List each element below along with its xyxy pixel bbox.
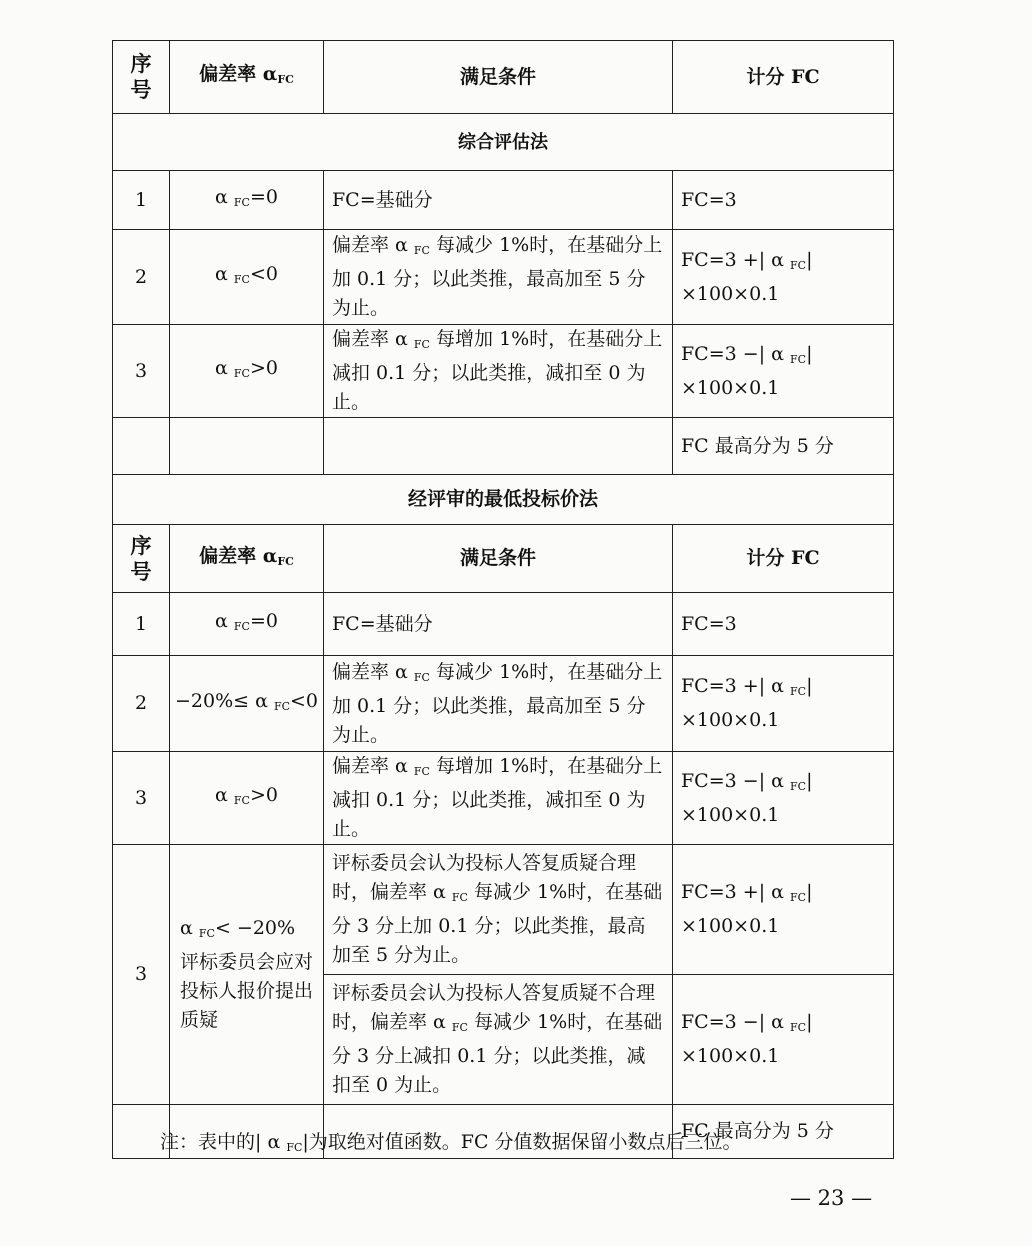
formula-sub: FC (790, 779, 807, 793)
header-rate-sub: FC (277, 73, 294, 86)
header-seq-text: 序 号 (130, 51, 152, 102)
formula-post: |×100×0.1 (681, 881, 813, 937)
rate-post: >0 (249, 784, 278, 806)
header-seq-text: 序 号 (130, 532, 152, 584)
cond-sub: FC (451, 1021, 468, 1034)
rate-pre: α (215, 784, 234, 806)
header-score: 计分 FC (673, 525, 894, 593)
formula-pre: FC=3 +| α (681, 881, 790, 903)
formula-post: |×100×0.1 (681, 1011, 813, 1067)
formula-sub: FC (790, 685, 807, 698)
row-rate (170, 325, 324, 418)
rate-post: <0 (249, 263, 278, 285)
rate-sub: FC (233, 620, 250, 633)
cond-post: 每增加 1%时，在基础分上减扣 0.1 分；以此类推，减扣至 0 为止。 (332, 755, 663, 840)
row-condition (324, 325, 673, 418)
formula-post: |×100×0.1 (681, 342, 813, 399)
row-seq: 2 (113, 656, 170, 752)
header-rate-sub: FC (277, 554, 294, 568)
row-formula (673, 752, 894, 845)
note-post: |为取绝对值函数。FC 分值数据保留小数点后三位。 (302, 1131, 742, 1153)
formula-pre: FC=3 +| α (681, 248, 790, 271)
formula-post: |×100×0.1 (681, 248, 813, 305)
rate-post: >0 (249, 357, 278, 379)
row-seq: 1 (113, 171, 170, 230)
page-number: — 23 — (790, 1186, 873, 1210)
row-rate (170, 230, 324, 325)
row-condition-reasonable (324, 845, 673, 975)
rate-sub: FC (273, 699, 291, 713)
cond-sub: FC (413, 765, 430, 778)
rate-sub: FC (233, 794, 250, 807)
cond-pre: 评标委员会认为投标人答复质疑合理时，偏差率 α (332, 852, 637, 903)
formula-sub: FC (790, 352, 807, 366)
row-formula (673, 975, 894, 1105)
cond-pre: 评标委员会认为投标人答复质疑不合理时，偏差率 α (332, 982, 656, 1033)
row-condition (324, 230, 673, 325)
cond-post: 每减少 1%时，在基础分上加 0.1 分；以此类推，最高加至 5 分为止。 (332, 660, 663, 746)
rate-pre: α (215, 186, 234, 208)
note-sub: FC (286, 1141, 303, 1154)
row-max-score: FC 最高分为 5 分 (673, 418, 894, 475)
row-condition: FC=基础分 (324, 593, 673, 656)
row-rate (170, 845, 324, 1105)
table-header-row (113, 41, 894, 114)
cond-post: 每减少 1%时，在基础分 3 分上加 0.1 分；以此类推，最高加至 5 分为止。 (332, 881, 663, 966)
row-seq: 3 (113, 752, 170, 845)
rate-sub: FC (233, 273, 250, 286)
header-seq (113, 41, 170, 114)
row-formula (673, 325, 894, 418)
row-seq-empty (113, 418, 170, 475)
row-formula: FC=3 (673, 171, 894, 230)
cond-pre: 偏差率 α (332, 234, 414, 256)
formula-post: |×100×0.1 (681, 675, 813, 731)
row-rate (170, 656, 324, 752)
formula-pre: FC=3 +| α (681, 675, 790, 697)
row-formula (673, 230, 894, 325)
table-row (113, 418, 894, 475)
row-seq: 1 (113, 593, 170, 656)
row-rate (170, 752, 324, 845)
row-condition-unreasonable (324, 975, 673, 1105)
cond-sub: FC (451, 891, 468, 904)
section2-title: 经评审的最低投标价法 (113, 475, 894, 525)
row-seq: 2 (113, 230, 170, 325)
header-score: 计分 FC (673, 41, 894, 114)
cond-sub: FC (413, 244, 430, 257)
section1-title: 综合评估法 (113, 114, 894, 171)
row-rate (170, 593, 324, 656)
row-formula (673, 845, 894, 975)
scoring-table (112, 40, 894, 1159)
note-pre: 注：表中的| α (160, 1131, 287, 1153)
cond-post: 每增加 1%时，在基础分上减扣 0.1 分；以此类推，减扣至 0 为止。 (332, 328, 663, 413)
section-title-row (113, 114, 894, 171)
header-rate (170, 525, 324, 593)
cond-post: 每减少 1%时，在基础分 3 分上减扣 0.1 分；以此类推，减扣至 0 为止。 (332, 1011, 663, 1096)
rate-pre: α (180, 917, 199, 939)
table-note (160, 1128, 742, 1162)
table-row (113, 845, 894, 975)
table-row (113, 593, 894, 656)
cond-pre: 偏差率 α (332, 755, 414, 777)
row-seq: 3 (113, 325, 170, 418)
rate-sub: FC (233, 196, 250, 209)
rate-sub: FC (198, 927, 215, 940)
row-condition (324, 656, 673, 752)
formula-post: |×100×0.1 (681, 769, 813, 826)
section-title-row (113, 475, 894, 525)
rate-pre: −20%≤ α (174, 689, 274, 712)
table-row (113, 171, 894, 230)
table-row (113, 325, 894, 418)
rate-pre: α (215, 263, 234, 285)
row-condition (324, 752, 673, 845)
row-condition: FC=基础分 (324, 171, 673, 230)
table-row (113, 752, 894, 845)
header-condition: 满足条件 (324, 525, 673, 593)
formula-pre: FC=3 −| α (681, 1011, 790, 1033)
header-rate (170, 41, 324, 114)
row-formula: FC=3 (673, 593, 894, 656)
header-rate-text: 偏差率 α (199, 63, 278, 85)
formula-sub: FC (790, 891, 807, 904)
cond-post: 每减少 1%时，在基础分上加 0.1 分；以此类推，最高加至 5 分为止。 (332, 234, 663, 319)
rate-post: =0 (249, 186, 278, 208)
table-row (113, 656, 894, 752)
rate-sub: FC (233, 367, 250, 380)
rate-pre: α (215, 357, 234, 379)
cond-sub: FC (413, 670, 430, 684)
table-header-row (113, 525, 894, 593)
rate-post: =0 (249, 610, 278, 632)
cond-pre: 偏差率 α (332, 660, 414, 683)
cond-sub: FC (413, 338, 430, 351)
table-row (113, 230, 894, 325)
formula-pre: FC=3 −| α (681, 769, 790, 792)
cond-pre: 偏差率 α (332, 328, 414, 350)
rate-post: <0 (290, 689, 319, 712)
header-rate-text: 偏差率 α (199, 544, 278, 567)
header-condition: 满足条件 (324, 41, 673, 114)
row-rate-empty (170, 418, 324, 475)
row-max-score: FC 最高分为 5 分 (673, 1105, 894, 1159)
header-seq (113, 525, 170, 593)
row-condition-empty (324, 418, 673, 475)
row-rate (170, 171, 324, 230)
formula-sub: FC (790, 258, 807, 272)
rate-pre: α (215, 610, 234, 632)
formula-sub: FC (790, 1021, 807, 1034)
row-seq: 3 (113, 845, 170, 1105)
rate-post: < −20% 评标委员会应对投标人报价提出质疑 (180, 917, 314, 1031)
formula-pre: FC=3 −| α (681, 342, 790, 365)
row-formula (673, 656, 894, 752)
